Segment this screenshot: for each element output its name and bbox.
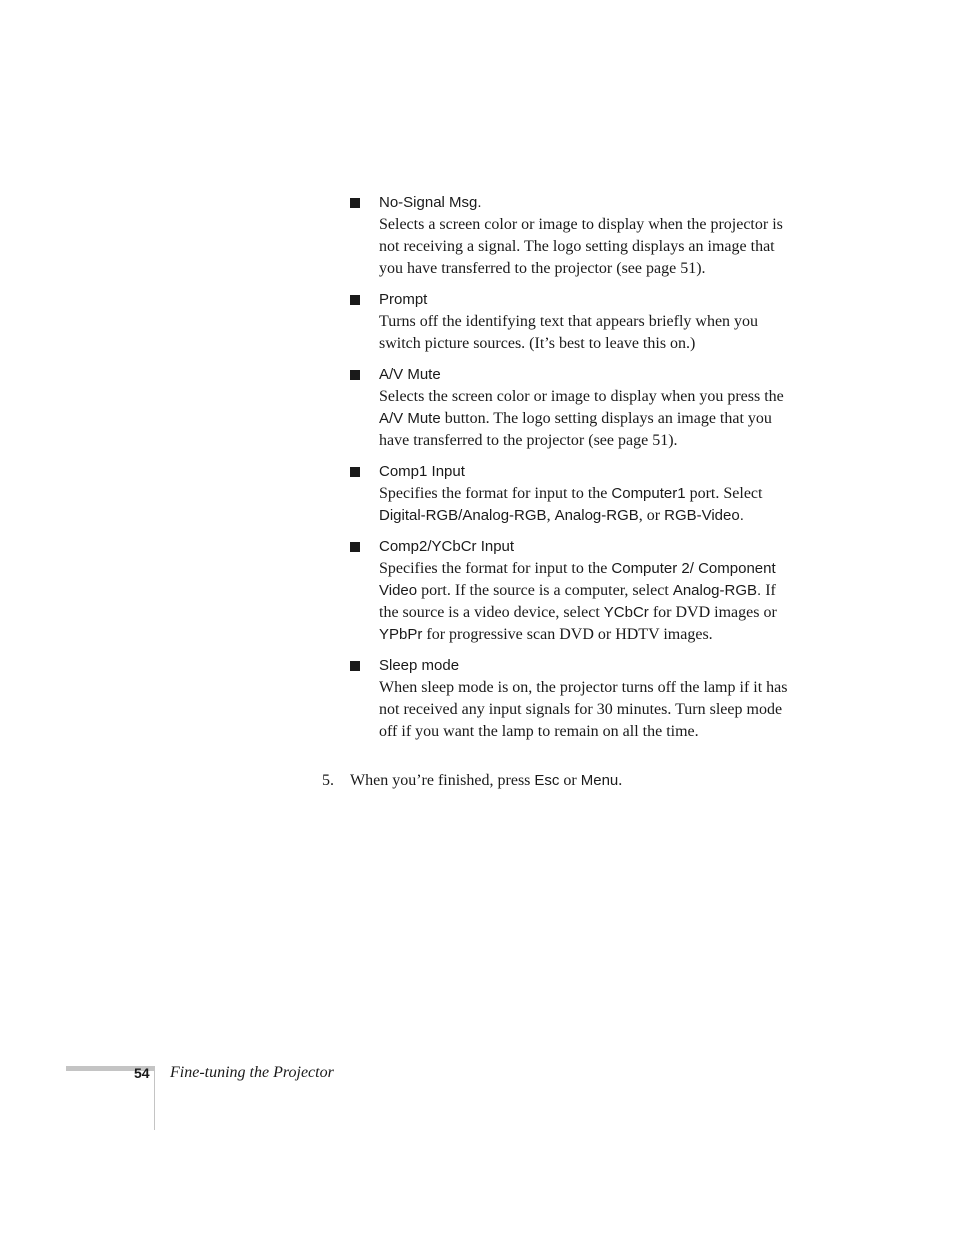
description-text: Specifies the format for input to the	[379, 485, 612, 502]
option-description	[379, 677, 790, 743]
square-bullet-icon	[350, 467, 360, 477]
list-item-comp2-ycbcr-input	[350, 536, 790, 646]
option-description	[379, 386, 790, 452]
square-bullet-icon	[350, 661, 360, 671]
ui-label-text: Digital-RGB/Analog-RGB	[379, 507, 547, 524]
option-description	[379, 558, 790, 646]
description-text: If the source is a video device, select	[379, 582, 776, 621]
square-bullet-icon	[350, 198, 360, 208]
description-text: Selects the screen color or image to display when you press the	[379, 388, 784, 405]
option-description	[379, 483, 790, 527]
ui-label-text: YPbPr	[379, 626, 423, 643]
description-text: When sleep mode is on, the projector turns off the lamp if it has not received any input signals for 30 minutes. Turn sleep mode off if you want the lamp to remain on all the time.	[379, 679, 788, 740]
list-item-sleep-mode	[350, 655, 790, 743]
step-text-after: .	[618, 772, 623, 789]
ui-label-text: RGB-Video.	[664, 507, 744, 524]
square-bullet-icon	[350, 542, 360, 552]
description-text: port. If the source is a computer, select	[417, 582, 673, 599]
list-item-prompt	[350, 289, 790, 355]
list-item-no-signal-msg	[350, 192, 790, 280]
step-text-mid: or	[559, 772, 581, 789]
description-text: button. The logo setting displays an image that you have transferred to the projector (see page 51).	[379, 410, 772, 449]
option-term: Prompt	[379, 291, 428, 308]
description-text: ,	[546, 507, 555, 524]
description-text: Specifies the format for input to the	[379, 560, 612, 577]
list-item-av-mute	[350, 364, 790, 452]
menu-options-list	[350, 192, 790, 752]
step-number: 5.	[322, 772, 334, 789]
square-bullet-icon	[350, 370, 360, 380]
option-term: Comp1 Input	[379, 463, 465, 480]
list-item-comp1-input	[350, 461, 790, 527]
description-text: port. Select	[685, 485, 763, 502]
description-text: Turns off the identifying text that appears briefly when you switch picture sources. (It’s best to leave this on.)	[379, 313, 759, 352]
option-description	[379, 311, 790, 355]
running-head: Fine-tuning the Projector	[170, 1064, 334, 1081]
ui-label-text: Computer1	[611, 485, 686, 502]
option-term: No-Signal Msg.	[379, 194, 482, 211]
footer-rule	[154, 1066, 155, 1130]
ui-label-text: Computer 2/ Component Video	[379, 560, 776, 599]
description-text: , or	[638, 507, 665, 524]
square-bullet-icon	[350, 295, 360, 305]
step-text-before: When you’re finished, press	[350, 772, 535, 789]
option-term: Sleep mode	[379, 657, 460, 674]
option-description	[379, 214, 790, 280]
ui-label-text: Analog-RGB	[554, 507, 639, 524]
page-number: 54	[134, 1065, 150, 1081]
ui-label-text: A/V Mute	[379, 410, 441, 427]
ui-label-text: Analog-RGB.	[672, 582, 762, 599]
ui-label-text: YCbCr	[603, 604, 649, 621]
description-text: Selects a screen color or image to display when the projector is not receiving a signal. The logo setting displays an image that you have transferred to the projector (see page 51).	[379, 216, 783, 277]
option-term: A/V Mute	[379, 366, 441, 383]
description-text: for DVD images or	[648, 604, 777, 621]
step-5	[322, 770, 622, 792]
description-text: for progressive scan DVD or HDTV images.	[422, 626, 713, 643]
option-term: Comp2/YCbCr Input	[379, 538, 515, 555]
menu-key-label: Menu	[580, 772, 619, 789]
esc-key-label: Esc	[534, 772, 560, 789]
